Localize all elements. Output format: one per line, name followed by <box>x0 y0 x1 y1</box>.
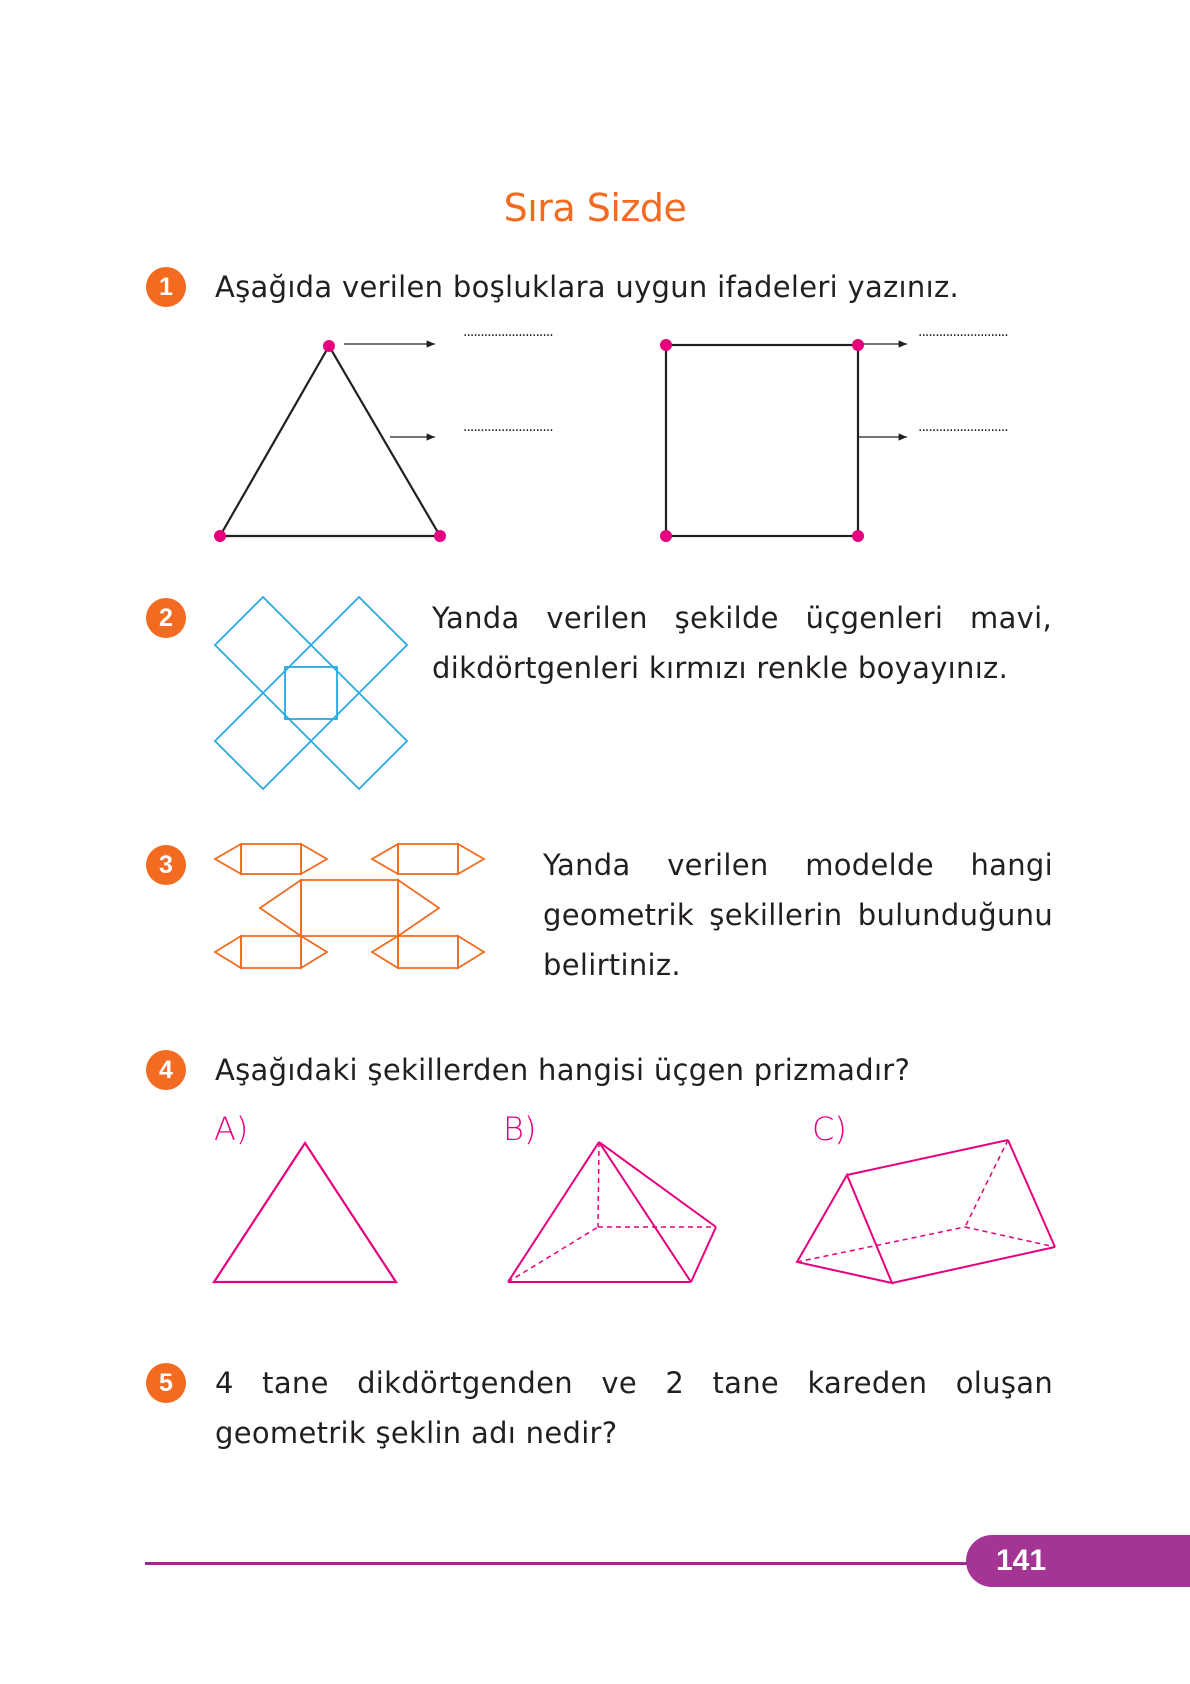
vertex-point <box>852 339 864 351</box>
question-4-text: Aşağıdaki şekillerden hangisi üçgen prizmadır? <box>215 1053 911 1087</box>
vertex-point <box>434 530 446 542</box>
option-c-prism-shape[interactable] <box>797 1140 1055 1283</box>
blank-triangle-side[interactable]: .......................... <box>463 419 553 435</box>
q2-blue-shapes-figure <box>215 597 407 789</box>
option-a-label[interactable]: A) <box>214 1110 249 1148</box>
vertex-point <box>660 530 672 542</box>
vertex-point <box>852 530 864 542</box>
question-2-number: 2 <box>146 598 186 638</box>
option-b-pyramid-shape[interactable] <box>508 1142 716 1282</box>
vertex-point <box>660 339 672 351</box>
q3-orange-model-figure <box>215 844 484 968</box>
vertex-point <box>323 340 335 352</box>
question-2-text: Yanda verilen şekilde üçgenleri mavi, dikdörtgenleri kırmızı renkle boyayınız. <box>432 601 1052 685</box>
vertex-point <box>214 530 226 542</box>
page-title: Sıra Sizde <box>503 186 687 230</box>
question-1-number: 1 <box>146 267 186 307</box>
question-3-number: 3 <box>146 845 186 885</box>
question-1-text: Aşağıda verilen boşluklara uygun ifadeleri yazınız. <box>215 270 959 304</box>
option-b-label[interactable]: B) <box>503 1110 537 1148</box>
q1-square-figure <box>660 339 907 542</box>
blank-square-top[interactable]: .......................... <box>918 324 1008 340</box>
blank-square-side[interactable]: .......................... <box>918 419 1008 435</box>
page-number: 141 <box>966 1535 1190 1587</box>
blank-triangle-top[interactable]: .......................... <box>463 324 553 340</box>
question-3-text: Yanda verilen modelde hangi geometrik şekillerin bulunduğunu belirtiniz. <box>543 848 1053 982</box>
option-c-label[interactable]: C) <box>812 1110 847 1148</box>
q1-triangle-figure <box>214 340 446 542</box>
question-5-text: 4 tane dikdörtgenden ve 2 tane kareden oluşan geometrik şeklin adı nedir? <box>215 1366 1053 1450</box>
question-4-number: 4 <box>146 1050 186 1090</box>
question-5-number: 5 <box>146 1363 186 1403</box>
option-a-triangle-shape[interactable] <box>214 1143 396 1282</box>
